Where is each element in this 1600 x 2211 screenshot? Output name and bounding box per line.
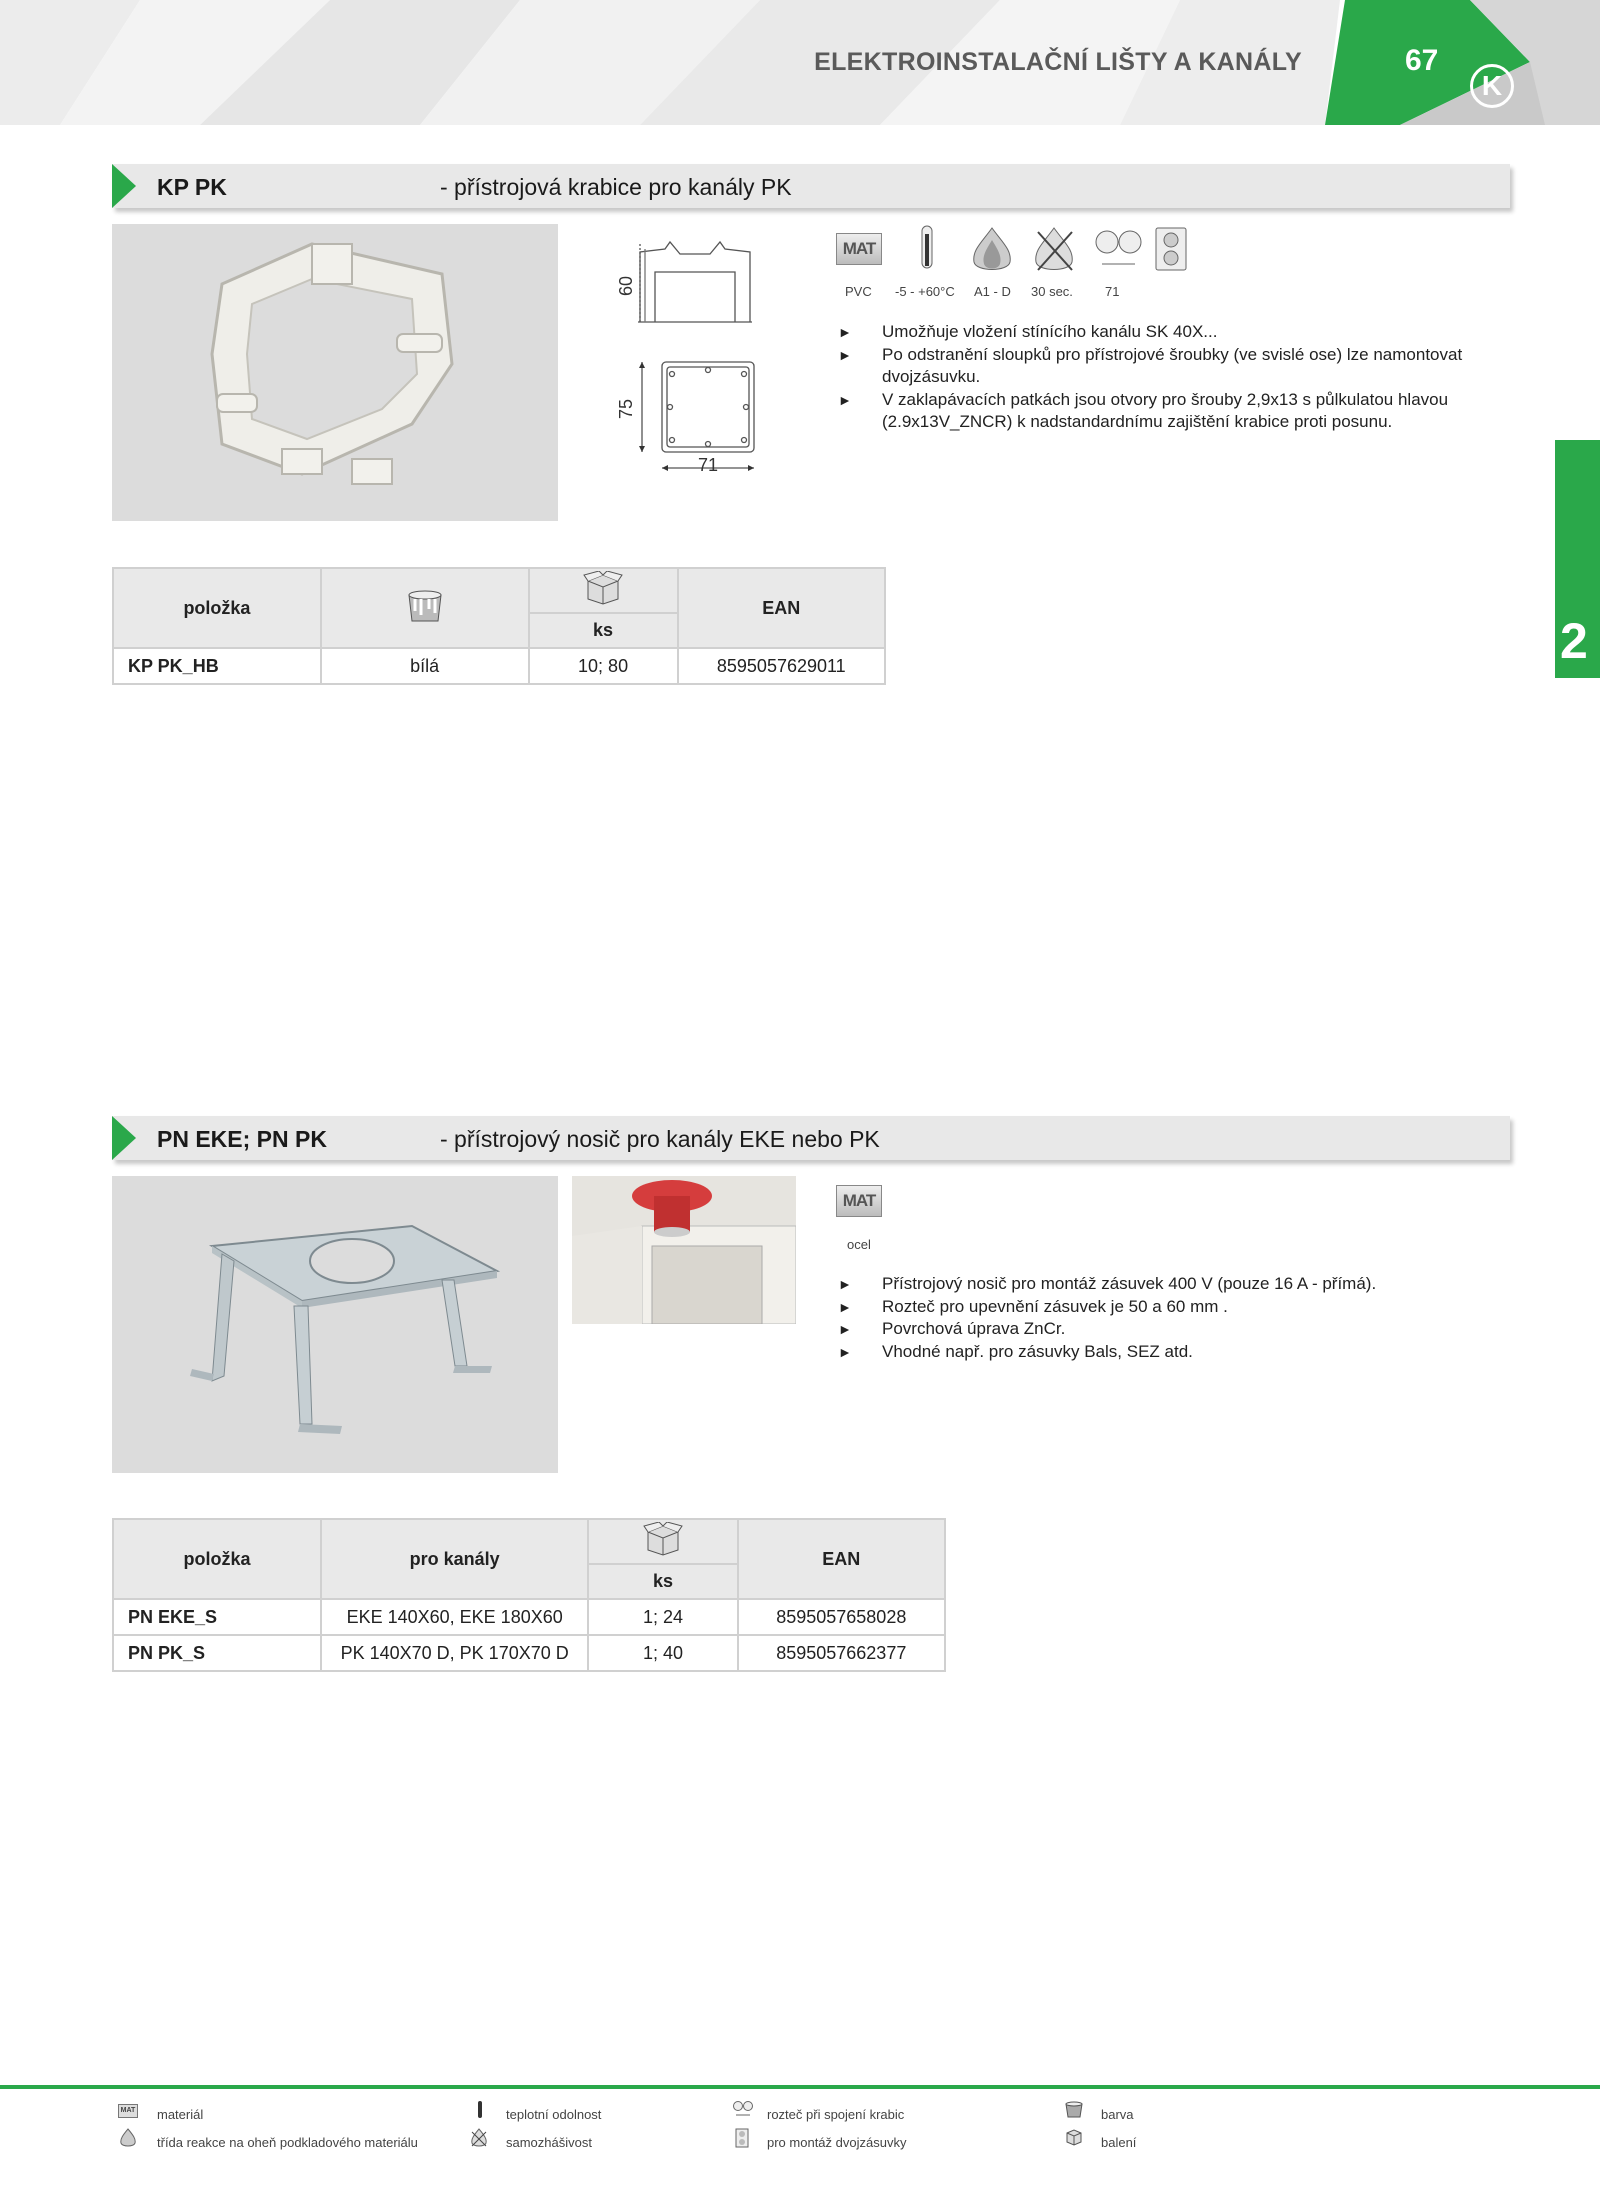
product-table-pn (112, 1518, 946, 1672)
mat-icon: MAT (836, 1185, 882, 1217)
legend-self-extinguish-icon (470, 2128, 488, 2148)
cell-color: bílá (321, 648, 529, 684)
cell-ean: 8595057662377 (738, 1635, 945, 1671)
product-description: - přístrojová krabice pro kanály PK (440, 174, 792, 200)
col-header-ks: ks (588, 1564, 737, 1599)
legend-label: rozteč při spojení krabic (767, 2107, 905, 2122)
col-header-ean: EAN (678, 568, 885, 648)
application-photo-pn (572, 1176, 796, 1324)
cell-item: KP PK_HB (113, 648, 321, 684)
header-background (0, 0, 1600, 125)
feature-list-kp-pk (838, 321, 1503, 434)
company-logo (1470, 64, 1514, 108)
dimension-60: 60 (616, 275, 636, 296)
product-description: - přístrojový nosič pro kanály EKE nebo PK (440, 1126, 880, 1152)
product-code: KP PK (157, 174, 227, 200)
cell-pack: 1; 24 (588, 1599, 737, 1635)
feature-item: ► Přístrojový nosič pro montáž zásuvek 400 V (pouze 16 A - přímá). (838, 1273, 1503, 1296)
legend-label: pro montáž dvojzásuvky (767, 2135, 907, 2150)
feature-item: ► V zaklapávacích patkách jsou otvory pro šrouby 2,9x13 s půlkulatou hlavou (2.9x13V_ZNCR) k nadstandardnímu zajištění krabice proti posunu. (838, 389, 1503, 434)
feature-item: ► Povrchová úprava ZnCr. (838, 1318, 1503, 1341)
cell-channels: PK 140X70 D, PK 170X70 D (321, 1635, 588, 1671)
legend-box-spacing-icon (733, 2100, 753, 2118)
feature-list-pn (838, 1273, 1503, 1363)
feature-item: ► Umožňuje vložení stínícího kanálu SK 40X... (838, 321, 1503, 344)
table-row (113, 1635, 945, 1671)
legend-label: barva (1101, 2107, 1134, 2122)
col-header-pack-icon (529, 568, 678, 613)
col-header-ks: ks (529, 613, 678, 648)
prop-fire-class: A1 - D (974, 284, 1011, 299)
arrow-icon (112, 1116, 136, 1160)
legend-label: materiál (157, 2107, 204, 2122)
double-socket-icon (1156, 228, 1186, 270)
dimension-71: 71 (698, 455, 719, 475)
cell-pack: 10; 80 (529, 648, 678, 684)
col-header-item: položka (113, 568, 321, 648)
cell-item: PN PK_S (113, 1635, 321, 1671)
prop-temperature: -5 - +60°C (895, 284, 955, 299)
box-spacing-icon (1096, 231, 1141, 264)
flame-icon (974, 228, 1011, 270)
product-photo-pn (112, 1176, 558, 1473)
cell-ean: 8595057658028 (738, 1599, 945, 1635)
legend-flame-icon (119, 2128, 137, 2148)
col-header-item: položka (113, 1519, 321, 1599)
technical-drawing-kp-pk (610, 224, 770, 484)
legend-mat-icon: MAT (118, 2104, 138, 2118)
product-header-pn (112, 1116, 1512, 1160)
chapter-number: 2 (1560, 613, 1588, 669)
col-header-color (321, 568, 529, 648)
section-title: ELEKTROINSTALAČNÍ LIŠTY A KANÁLY (814, 48, 1302, 76)
dimension-75: 75 (616, 398, 636, 419)
legend-package-icon (1064, 2128, 1084, 2146)
header-bar (112, 164, 1510, 208)
logo-letter: K (1481, 70, 1503, 101)
legend-label: samozhášivost (506, 2135, 592, 2150)
legend-double-socket-icon (735, 2128, 749, 2148)
legend-paint-bucket-icon (1064, 2100, 1084, 2118)
product-header-kp-pk (112, 164, 1512, 208)
page-number: 67 (1405, 44, 1439, 77)
product-table-kp-pk (112, 567, 886, 685)
property-icons-row (912, 224, 1192, 276)
product-photo-kp-pk (112, 224, 558, 521)
cell-pack: 1; 40 (588, 1635, 737, 1671)
prop-material: ocel (847, 1237, 871, 1252)
thermometer-icon (922, 226, 932, 268)
package-icon (642, 1522, 684, 1556)
col-header-pack-icon (588, 1519, 737, 1564)
arrow-icon (112, 164, 136, 208)
feature-item: ► Rozteč pro upevnění zásuvek je 50 a 60 mm . (838, 1296, 1503, 1319)
self-extinguish-icon (1036, 228, 1073, 270)
col-header-channels: pro kanály (321, 1519, 588, 1599)
legend-label: třída reakce na oheň podkladového materiálu (157, 2135, 418, 2150)
col-header-ean: EAN (738, 1519, 945, 1599)
cell-ean: 8595057629011 (678, 648, 885, 684)
legend-thermometer-icon (475, 2100, 485, 2120)
product-code: PN EKE; PN PK (157, 1126, 327, 1152)
package-icon (582, 571, 624, 605)
feature-item: ► Vhodné např. pro zásuvky Bals, SEZ atd. (838, 1341, 1503, 1364)
cell-channels: EKE 140X60, EKE 180X60 (321, 1599, 588, 1635)
feature-item: ► Po odstranění sloupků pro přístrojové šroubky (ve svislé ose) lze namontovat dvojzásuvku. (838, 344, 1503, 389)
table-row (113, 648, 885, 684)
prop-self-extinguish: 30 sec. (1031, 284, 1073, 299)
prop-spacing: 71 (1105, 284, 1120, 299)
legend-label: teplotní odolnost (506, 2107, 602, 2122)
legend-label: balení (1101, 2135, 1137, 2150)
prop-material: PVC (845, 284, 872, 299)
cell-item: PN EKE_S (113, 1599, 321, 1635)
footer-divider (0, 2085, 1600, 2089)
table-row (113, 1599, 945, 1635)
mat-icon: MAT (836, 233, 882, 265)
paint-bucket-icon (405, 589, 445, 623)
